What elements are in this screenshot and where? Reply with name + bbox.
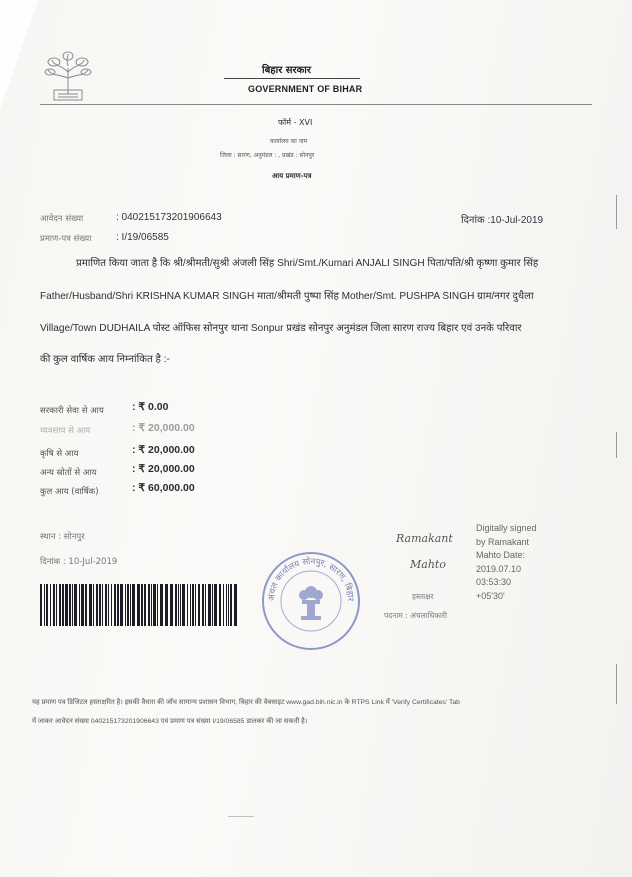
district-line: जिला : सारण, अनुमंडल : , प्रखंड : सोनपुर [220, 152, 315, 159]
barcode-bar [44, 584, 45, 626]
scan-mark [616, 432, 617, 458]
barcode-bar [50, 584, 51, 626]
barcode-bar [223, 584, 224, 626]
income-value-total: : ₹ 60,000.00 [132, 482, 195, 494]
form-number: फॉर्म - XVI [278, 118, 313, 127]
application-number-label: आवेदन संख्या [40, 214, 84, 224]
barcode-bar [219, 584, 221, 626]
barcode-bar [105, 584, 107, 626]
income-value-agriculture: : ₹ 20,000.00 [132, 444, 195, 456]
barcode-bar [141, 584, 143, 626]
barcode-bar [180, 584, 181, 626]
barcode-bar [56, 584, 57, 626]
barcode-bar [108, 584, 109, 626]
header-rule [40, 104, 592, 105]
barcode-bar [125, 584, 126, 626]
barcode-bar [117, 584, 119, 626]
barcode-bar [212, 584, 213, 626]
barcode-bar [40, 584, 42, 626]
place-label: स्थान : सोनपुर [40, 532, 85, 542]
barcode-bar [53, 584, 55, 626]
ashoka-emblem-icon [299, 586, 323, 620]
barcode-bar [74, 584, 77, 626]
digital-signature-line: 2019.07.10 [476, 563, 522, 574]
barcode-bar [89, 584, 92, 626]
barcode-bar [234, 584, 237, 626]
barcode-bar [81, 584, 84, 626]
digital-signature-line: Digitally signed [476, 523, 537, 533]
barcode-bar [202, 584, 204, 626]
barcode-bar [192, 584, 194, 626]
income-value-other: : ₹ 20,000.00 [132, 463, 195, 475]
barcode-bar [130, 584, 131, 626]
signature-label: हस्ताक्षर [412, 592, 434, 601]
barcode-bar [195, 584, 196, 626]
scan-mark [228, 816, 254, 817]
barcode-bar [208, 584, 211, 626]
barcode-bar [226, 584, 227, 626]
office-seal-icon [258, 548, 364, 654]
barcode-bar [120, 584, 123, 626]
barcode-bar [99, 584, 101, 626]
barcode-bar [205, 584, 206, 626]
digital-signature-block [476, 522, 537, 604]
header-divider [224, 78, 360, 79]
digital-signature-line: 03:53:30 [476, 577, 512, 588]
designation: पदनाम : अंचलाधिकारी [384, 611, 447, 620]
office-name: कार्यालय का नाम [270, 138, 308, 145]
footer-line-1: यह प्रमाण पत्र डिजिटल हस्ताक्षरित है। इसकी वैधता की जाँच सामान्य प्रशासन विभाग, बिहार की वेबसाइट www.gad.bih.nic.in के RTPS Link में 'Verify Certificates' Tab [32, 699, 460, 706]
income-label-agriculture: कृषि से आय [40, 449, 79, 459]
income-value-business: : ₹ 20,000.00 [132, 422, 195, 434]
income-label-other: अन्य स्रोतों से आय [40, 468, 97, 478]
barcode-icon [40, 584, 238, 626]
barcode-bar [182, 584, 185, 626]
barcode-bar [65, 584, 68, 626]
digital-signature-line: Mahto Date: [476, 550, 526, 561]
barcode-bar [187, 584, 188, 626]
digital-signature-line: +05'30' [476, 590, 505, 601]
body-line-3: Village/Town DUDHAILA पोस्ट ऑफिस सोनपुर थाना Sonpur प्रखंड सोनपुर अनुमंडल जिला सारण राज्य बिहार एवं उनके परिवार [40, 323, 522, 334]
barcode-bar [198, 584, 200, 626]
barcode-bar [148, 584, 150, 626]
barcode-bar [72, 584, 73, 626]
barcode-bar [190, 584, 191, 626]
barcode-bar [69, 584, 71, 626]
bihar-emblem-icon [40, 50, 96, 106]
barcode-bar [153, 584, 156, 626]
body-line-2: Father/Husband/Shri KRISHNA KUMAR SINGH माता/श्रीमती पुष्पा सिंह Mother/Smt. PUSHPA SINGH ग्राम/नगर दुधैला [40, 291, 534, 302]
issue-date: दिनांक : 10-Jul-2019 [40, 557, 118, 567]
barcode-bar [127, 584, 129, 626]
digital-signature-line: by Ramakant [476, 536, 530, 547]
barcode-bar [102, 584, 103, 626]
barcode-bar [46, 584, 48, 626]
barcode-bar [228, 584, 229, 626]
certificate-number-label: प्रमाण-पत्र संख्या [40, 234, 92, 244]
barcode-bar [165, 584, 168, 626]
barcode-bar [114, 584, 116, 626]
header-title-english: GOVERNMENT OF BIHAR [248, 84, 363, 94]
barcode-bar [214, 584, 217, 626]
seal-text: अंचल कार्यालय सोनपुर, सारण, बिहार [266, 556, 356, 602]
income-value-govt: : ₹ 0.00 [132, 401, 169, 413]
certificate-number-value: : I/19/06585 [116, 232, 169, 243]
barcode-bar [93, 584, 94, 626]
signature-name-line2: Mahto [410, 558, 446, 571]
application-date: दिनांक :10-Jul-2019 [461, 215, 544, 226]
barcode-bar [132, 584, 135, 626]
scan-mark [616, 195, 617, 229]
header-title-hindi: बिहार सरकार [262, 65, 311, 76]
income-label-total: कुल आय (वार्षिक) [40, 487, 99, 497]
barcode-bar [175, 584, 177, 626]
barcode-bar [160, 584, 163, 626]
barcode-bar [170, 584, 173, 626]
barcode-bar [85, 584, 87, 626]
income-label-business: व्यवसाय से आय [40, 426, 91, 436]
barcode-bar [59, 584, 61, 626]
barcode-bar [79, 584, 80, 626]
barcode-bar [111, 584, 112, 626]
footer-line-2: में जाकर आवेदन संख्या 040215173201906643 एवं प्रमाण पत्र संख्या I/19/06585 डालकर की जा सकती है। [32, 718, 308, 725]
body-line-4: की कुल वार्षिक आय निम्नांकित है :- [40, 354, 170, 365]
barcode-bar [157, 584, 158, 626]
barcode-bar [230, 584, 232, 626]
page-fold [0, 0, 38, 110]
signature-name-line1: Ramakant [396, 532, 453, 545]
barcode-bar [96, 584, 98, 626]
barcode-bar [144, 584, 146, 626]
scan-mark [616, 664, 617, 704]
certificate-heading: आय प्रमाण-पत्र [272, 172, 312, 180]
body-line-1: प्रमाणित किया जाता है कि श्री/श्रीमती/सुश्री अंजली सिंह Shri/Smt./Kumari ANJALI SINGH पिता/पति/श्री कृष्णा कुमार सिंह [76, 258, 539, 269]
barcode-bar [151, 584, 152, 626]
income-label-govt: सरकारी सेवा से आय [40, 406, 104, 416]
barcode-bar [178, 584, 179, 626]
barcode-bar [62, 584, 64, 626]
barcode-bar [137, 584, 140, 626]
application-number-value: : 040215173201906643 [116, 212, 222, 223]
